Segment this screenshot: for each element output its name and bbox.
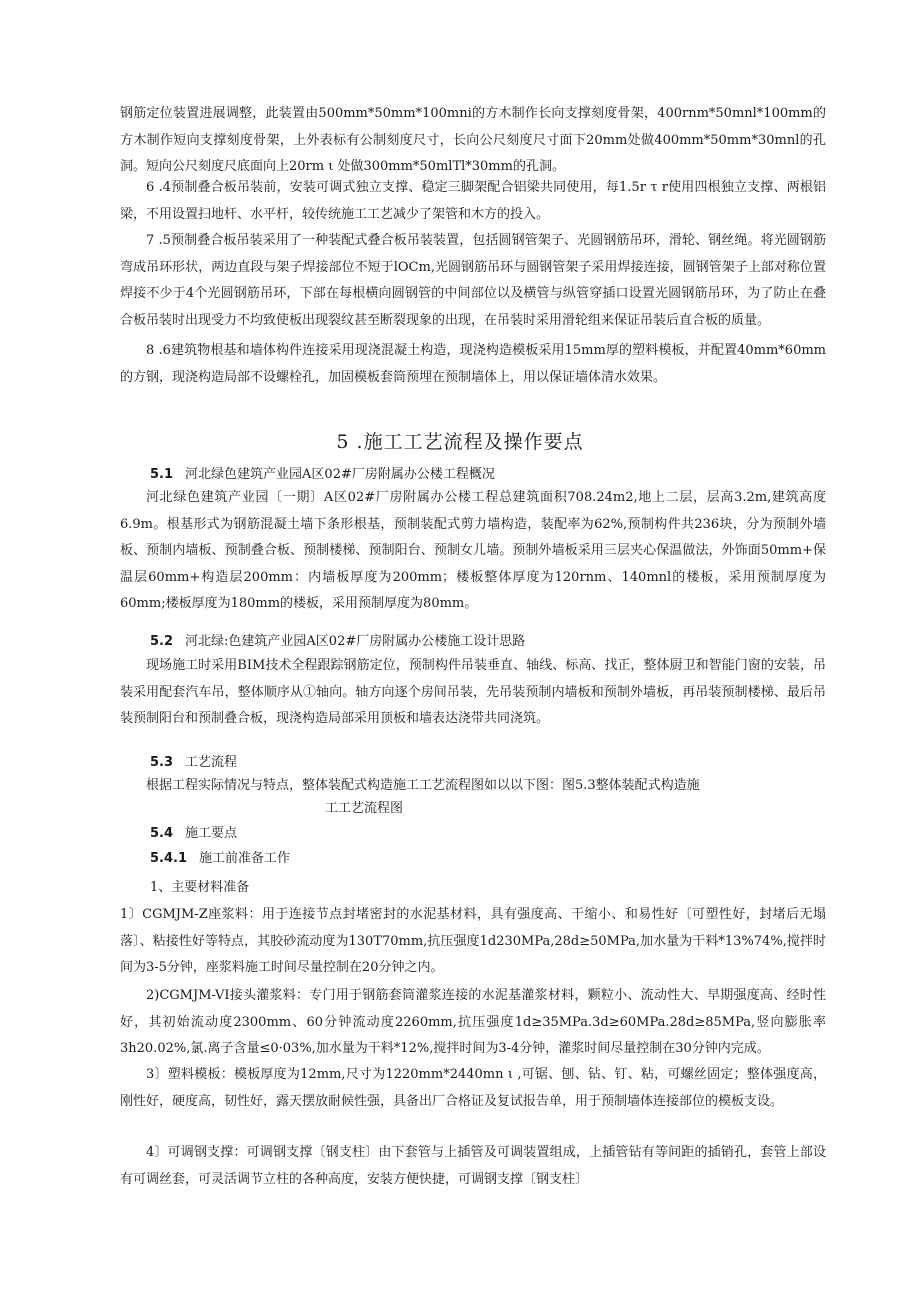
chapter-title: 5 .施工工艺流程及操作要点 <box>336 431 584 453</box>
heading-5-4-1 <box>150 848 290 870</box>
list-heading-materials: 1、主要材料准备 <box>150 880 250 895</box>
paragraph-design-approach: 现场施工时采用BIM技术全程跟踪钢筋定位，预制构件吊装垂直、轴线、标高、找正，整体厨卫和智能门窗的安装，吊装采用配套汽车吊，整体顺序从①轴向。轴方向逐个房间吊装，先吊装预制内墙板和预制外墙板，再吊装预制楼梯、最后吊装预制阳台和预制叠合板，现浇构造局部采用顶板和墙表达浇带共同浇筑。 <box>120 658 826 726</box>
figure-caption: 工工艺流程图 <box>325 801 404 816</box>
heading-number: 5.3 <box>150 755 174 770</box>
heading-number: 5.1 <box>150 467 174 482</box>
heading-5-3 <box>150 752 237 774</box>
paragraph-8-6: 8 .6建筑物根基和墙体构件连接采用现浇混凝土构造，现浇构造模板采用15mm厚的塑料模板，并配置40mm*60mm的方钢，现浇构造局部不设螺栓孔，加固模板套筒预埋在预制墙体上，用以保证墙体清水效果。 <box>120 343 826 385</box>
heading-number: 5.4 <box>150 826 174 841</box>
paragraph-7-5: 7 .5预制叠合板吊装采用了一种装配式叠合板吊装装置，包括圆钢管架子、光圆钢筋吊环，滑轮、钢丝绳。将光圆钢筋弯成吊环形状，两边直段与架子焊接部位不短于lOCm,光圆钢筋吊环与圆钢管架子采用焊接连接，圆钢管架子上部对称位置焊接不少于4个光圆钢筋吊环，下部在每根横向圆钢管的中间部位以及横管与纵管穿插口设置光圆钢筋吊环，为了防止在叠合板吊装时出现受力不均致使板出现裂纹甚至断裂现象的出现，在吊装时采用滑轮组来保证吊装后直合板的质量。 <box>120 233 826 328</box>
heading-5-2 <box>150 631 525 653</box>
paragraph-rebar-positioning: 钢筋定位装置进展调整，此装置由500mm*50mm*100mni的方木制作长向支撑刻度骨架，400rnm*50mnl*100mm的方木制作短向支撑刻度骨架，上外表标有公制刻度尺寸，长向公尺刻度尺寸面下20mm处做400mm*50mm*30mnl的孔洞。短向公尺刻度尺底面向上20rm ι 处做300mm*50mlTl*30mm的孔洞。 <box>120 106 826 174</box>
heading-text: 河北绿色建筑产业园A区02#厂房附属办公楼工程概况 <box>185 467 495 482</box>
heading-number: 5.4.1 <box>150 851 188 866</box>
list-item-grout-z: 1〕CGMJM-Z座浆料：用于连接节点封堵密封的水泥基材料，具有强度高、干缩小、和易性好〔可塑性好，封堵后无塌落〕、粘接性好等特点，其胶砂流动度为130T70mm,抗压强度1d230MPa,28d≥50MPa,加水量为干料*13%74%,搅拌时间为3-5分钟，座浆料施工时间尽量控制在20分钟之内。 <box>120 907 826 975</box>
heading-text: 工艺流程 <box>185 755 238 770</box>
heading-text: 河北绿:色建筑产业园A区02#厂房附属办公楼施工设计思路 <box>185 634 526 649</box>
heading-number: 5.2 <box>150 634 174 649</box>
paragraph-process-flow: 根据工程实际情况与特点，整体装配式构造施工工艺流程图如以以下图：图5.3整体装配式构造施 <box>146 778 700 793</box>
heading-text: 施工前准备工作 <box>199 851 291 866</box>
paragraph-6-4: 6 .4预制叠合板吊装前，安装可调式独立支撑、稳定三脚架配合铝梁共同使用，每1.5r τ r使用四根独立支撑、两根铝梁，不用设置扫地杆、水平杆，较传统施工工艺减少了架管和木方的投入。 <box>120 180 826 222</box>
heading-5-1 <box>150 464 495 486</box>
list-item-grout-vi: 2)CGMJM-VI接头灌浆料：专门用于钢筋套筒灌浆连接的水泥基灌浆材料，颗粒小、流动性大、早期强度高、经时性好，其初始流动度2300mm、60分钟流动度2260mm,抗压强度1d≥35MPa.3d≥60MPa.28d≥85MPa,竖向膨胀率3h20.02%,氯.离子含量≤0·03%,加水量为干料*12%,搅拌时间为3-4分钟，灌浆时间尽量控制在30分钟内完成。 <box>120 988 826 1056</box>
heading-5-4 <box>150 823 237 845</box>
list-item-plastic-formwork: 3〕塑料模板：模板厚度为12mm,尺寸为1220mm*2440mn ι ,可锯、刨、钻、钉、粘，可螺丝固定；整体强度高，刚性好，硬度高，韧性好，露天摆放耐候性强，具备出厂合格证及复试报告单，用于预制墙体连接部位的模板支设。 <box>120 1067 826 1109</box>
list-item-steel-support: 4〕可调钢支撑：可调钢支撑〔钢支柱〕由下套管与上插管及可调装置组成，上插管钻有等间距的插销孔，套管上部设有可调丝套，可灵活调节立柱的各种高度，安装方便快捷，可调钢支撑〔钢支柱〕 <box>120 1145 826 1187</box>
paragraph-project-overview: 河北绿色建筑产业园〔一期〕A区02#厂房附属办公楼工程总建筑面积708.24m2,地上二层，层高3.2m,建筑高度6.9m。根基形式为钢筋混凝土墙下条形根基，预制装配式剪力墙构造，装配率为62%,预制构件共236块，分为预制外墙板、预制内墙板、预制叠合板、预制楼梯、预制阳台、预制女儿墙。预制外墙板采用三层夹心保温做法，外饰面50mm+保温层60mm+构造层200mm：内墙板厚度为200mm；楼板整体厚度为120rnm、140mnl的楼板，采用预制厚度为60mm;楼板厚度为180mm的楼板，采用预制厚度为80mm。 <box>120 490 826 611</box>
heading-text: 施工要点 <box>185 826 238 841</box>
